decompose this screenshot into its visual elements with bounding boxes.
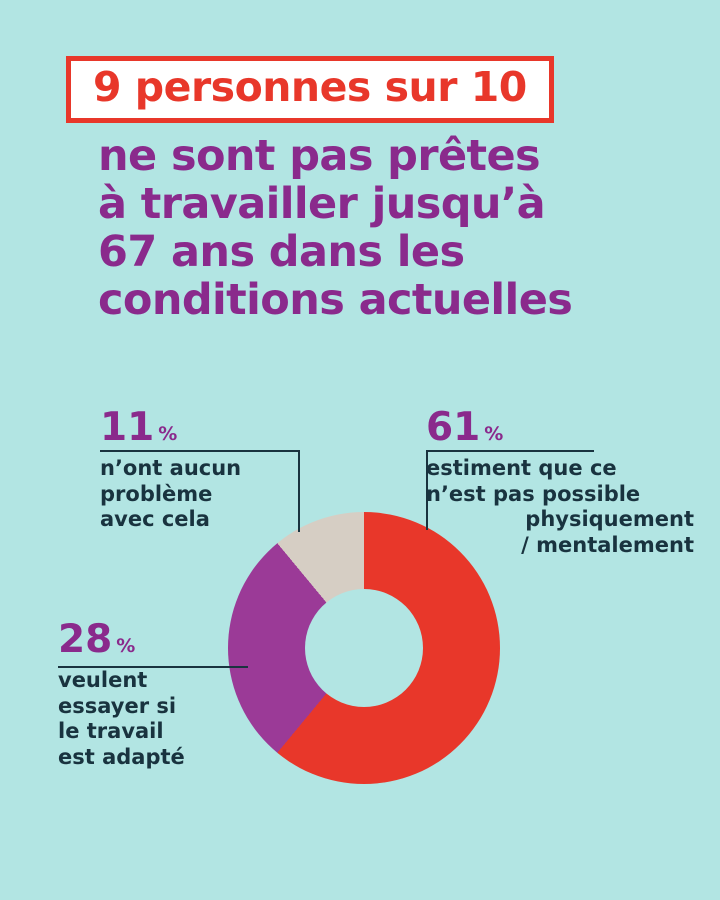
callout-11-line-2: problème: [100, 481, 213, 506]
headline-badge-text: 9 personnes sur 10: [93, 63, 527, 111]
callout-28-line-2: essayer si: [58, 693, 177, 718]
page-title-line-1: ne sont pas prêtes: [98, 131, 541, 181]
callout-11-value: 11: [100, 405, 155, 450]
callout-61-line-3: physiquement: [525, 507, 694, 532]
callout-28-percent-symbol: %: [116, 635, 136, 657]
callout-11-description: [100, 456, 241, 533]
callout-11: [100, 405, 242, 533]
callout-11-percent-symbol: %: [158, 423, 178, 445]
callout-28-value: 28: [58, 617, 113, 662]
page-title-line-3: 67 ans dans les: [98, 227, 465, 278]
callout-11-line-3: avec cela: [100, 507, 210, 532]
callout-61-value: 61: [426, 405, 481, 450]
page-title-line-2: à travailler jusqu’à: [98, 179, 546, 230]
callout-61-line-4: / mentalement: [521, 532, 694, 557]
page-title: [98, 132, 698, 325]
donut-center-hole: [305, 589, 423, 707]
callout-11-value-line: [100, 405, 241, 450]
callout-11-line-1: n’ont aucun: [100, 456, 242, 480]
page-title-line-4: conditions actuelles: [98, 275, 573, 326]
callout-61-line-2: n’est pas possible: [426, 481, 641, 506]
callout-28-description: [58, 668, 185, 770]
callout-28-line-3: le travail: [58, 719, 164, 744]
callout-28-value-line: [58, 617, 185, 662]
callout-28: [58, 617, 185, 770]
callout-61-line-1: estiment que ce: [426, 456, 617, 480]
callout-28-line-4: est adapté: [58, 744, 185, 769]
headline-badge: [66, 56, 554, 123]
callout-61: [426, 405, 694, 558]
callout-61-value-line: [426, 405, 694, 450]
leader-line-11-vertical: [298, 450, 300, 532]
callout-28-line-1: veulent: [58, 668, 148, 692]
callout-61-percent-symbol: %: [484, 423, 504, 445]
callout-61-description: [426, 456, 694, 558]
